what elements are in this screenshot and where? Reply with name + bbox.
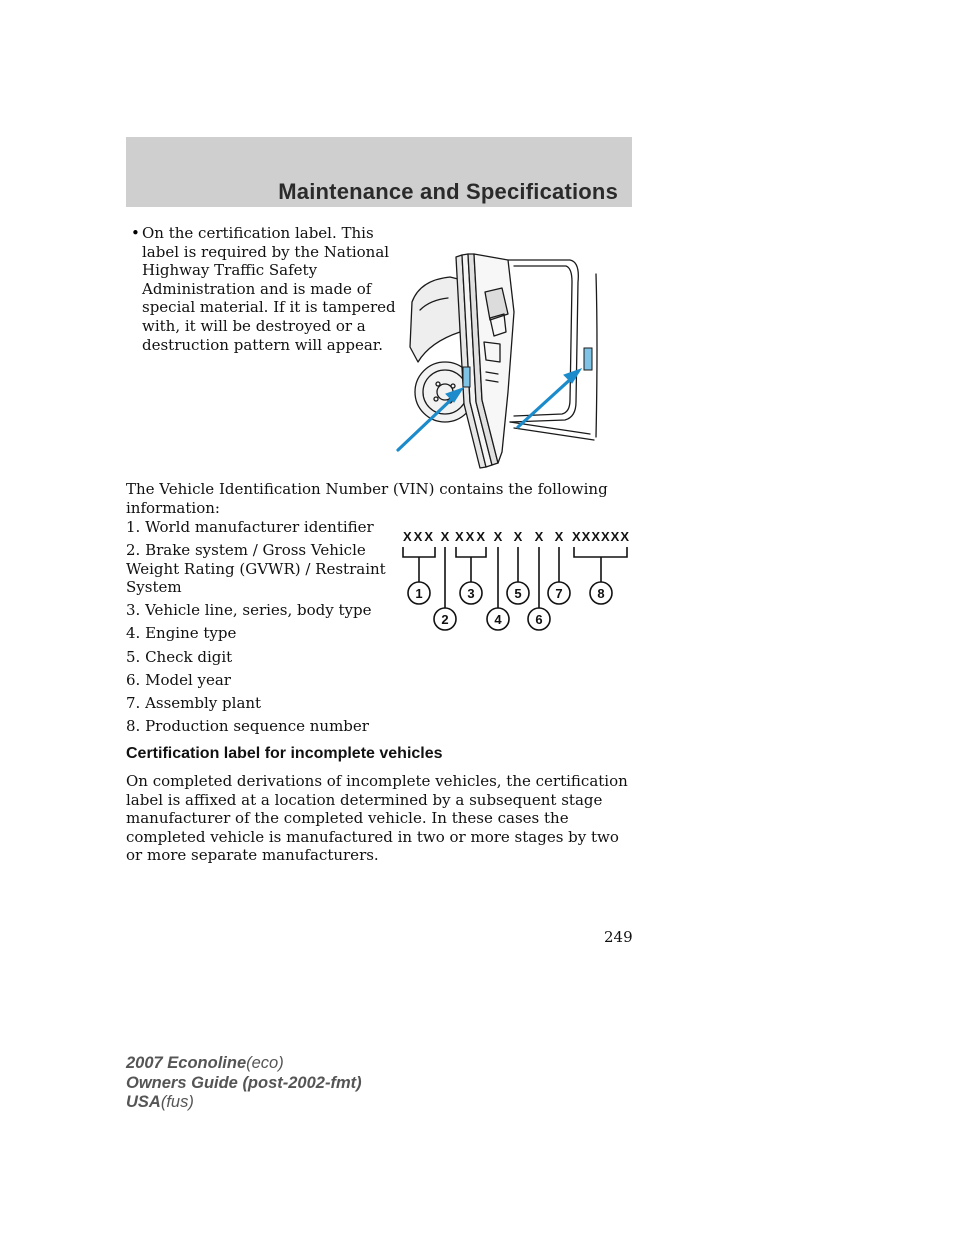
vin-group-1: XXX xyxy=(402,529,436,544)
footer-model-code: (eco) xyxy=(246,1054,284,1072)
certification-body: On completed derivations of incomplete vehicles, the certification label is affixed at a location determined by a subsequent stage manufacturer of the completed vehicle. In these cases the completed vehicle is manufactured in two or more stages by two or more separate manufacturers. xyxy=(126,772,628,865)
vin-field-item: 7. Assembly plant xyxy=(126,693,262,712)
vin-group-2: X xyxy=(440,529,450,544)
vin-callout-2: 2 xyxy=(441,612,449,627)
certification-heading: Certification label for incomplete vehicles xyxy=(126,745,443,762)
vin-callout-4: 4 xyxy=(494,612,502,627)
page-number: 249 xyxy=(604,928,633,946)
document-footer xyxy=(126,1054,362,1113)
vin-callout-6: 6 xyxy=(535,612,543,627)
vin-field-item: 2. Brake system / Gross Vehicle Weight Rating (GVWR) / Restraint System xyxy=(126,541,386,597)
section-title: Maintenance and Specifications xyxy=(278,179,618,204)
vin-group-4: X xyxy=(493,529,503,544)
footer-line-guide xyxy=(126,1074,362,1094)
vin-group-3: XXX xyxy=(454,529,488,544)
vin-callout-3: 3 xyxy=(467,586,475,601)
vin-group-6: X xyxy=(534,529,544,544)
vin-field-item: 8. Production sequence number xyxy=(126,716,369,735)
vin-field-item: 1. World manufacturer identifier xyxy=(126,518,374,536)
door-jamb-illustration xyxy=(390,252,610,470)
footer-line-model xyxy=(126,1054,362,1074)
vin-group-7: X xyxy=(554,529,564,544)
certification-bullet xyxy=(126,224,396,354)
vin-diagram xyxy=(397,523,637,633)
footer-market-code: (fus) xyxy=(160,1093,194,1111)
vin-callout-5: 5 xyxy=(514,586,522,601)
vin-group-8: XXXXXX xyxy=(571,529,631,544)
vin-field-item: 4. Engine type xyxy=(126,624,237,643)
vin-callout-8: 8 xyxy=(597,586,605,601)
bullet-symbol: • xyxy=(131,224,140,242)
footer-market: USA xyxy=(126,1093,161,1111)
bullet-text: On the certification label. This label is required by the National Highway Traffic Safety Administration and is made of special material. If it is tampered with, it will be destroyed or a destruction pattern will appear. xyxy=(142,224,396,354)
vin-field-list xyxy=(126,518,396,740)
vin-intro: The Vehicle Identification Number (VIN) contains the following information: xyxy=(126,480,608,517)
vin-field-item: 6. Model year xyxy=(126,670,231,689)
vin-field-item: 3. Vehicle line, series, body type xyxy=(126,601,372,620)
vin-field-item: 5. Check digit xyxy=(126,647,233,666)
vin-callout-1: 1 xyxy=(415,586,423,601)
footer-line-market xyxy=(126,1093,362,1113)
vin-group-5: X xyxy=(513,529,523,544)
footer-model: 2007 Econoline xyxy=(126,1054,247,1072)
vin-callout-7: 7 xyxy=(555,586,563,601)
header-band xyxy=(126,137,632,207)
footer-guide: Owners Guide (post-2002-fmt) xyxy=(126,1073,362,1092)
